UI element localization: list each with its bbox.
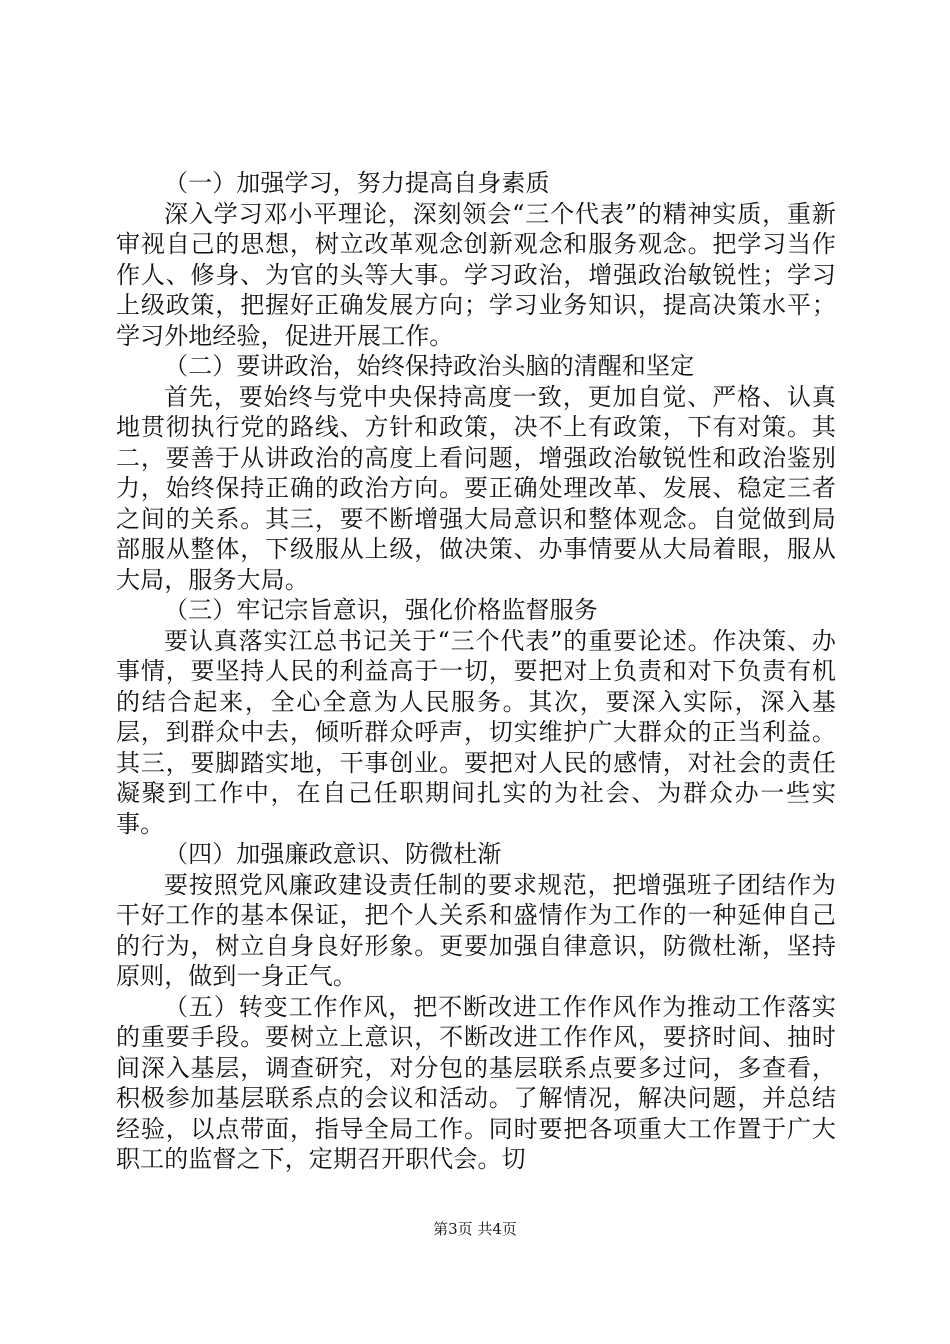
section-heading-2: （二）要讲政治，始终保持政治头脑的清醒和坚定: [164, 352, 695, 380]
page-number-footer: 第3页 共4页: [433, 1220, 517, 1238]
body-paragraph: （五）转变工作作风，把不断改进工作作风作为推动工作落实的重要手段。要树立上意识，不断改进工作作风，要挤时间、抽时间深入基层，调查研究，对分包的基层联系点要多过问，多查看，积极参加基层联系点的会议和活动。了解情况，解决问题，并总结经验，以点带面，指导全局工作。同时要把各项重大工作置于广大职工的监督之下，定期召开职代会。切: [116, 992, 836, 1173]
document-body: [116, 168, 836, 1175]
body-paragraph: 深入学习邓小平理论，深刻领会“三个代表”的精神实质，重新审视自己的思想，树立改革观念创新观念和服务观念。把学习当作作人、修身、为官的头等大事。学习政治，增强政治敏锐性；学习上级政策，把握好正确发展方向；学习业务知识，提高决策水平；学习外地经验，促进开展工作。: [116, 199, 836, 350]
body-paragraph: 要按照党风廉政建设责任制的要求规范，把增强班子团结作为干好工作的基本保证，把个人关系和盛情作为工作的一种延伸自己的行为，树立自身良好形象。更要加强自律意识，防微杜渐，坚持原则，做到一身正气。: [116, 870, 836, 990]
body-paragraph: 要认真落实江总书记关于“三个代表”的重要论述。作决策、办事情，要坚持人民的利益高于一切，要把对上负责和对下负责有机的结合起来，全心全意为人民服务。其次，要深入实际，深入基层，到群众中去，倾听群众呼声，切实维护广大群众的正当利益。其三，要脚踏实地，干事创业。要把对人民的感情，对社会的责任凝聚到工作中，在自己任职期间扎实的为社会、为群众办一些实事。: [116, 626, 836, 838]
section-heading-1: （一）加强学习，努力提高自身素质: [164, 169, 550, 197]
body-paragraph: 首先，要始终与党中央保持高度一致，更加自觉、严格、认真地贯彻执行党的路线、方针和政策，决不上有政策，下有对策。其二，要善于从讲政治的高度上看问题，增强政治敏锐性和政治鉴别力，始终保持正确的政治方向。要正确处理改革、发展、稳定三者之间的关系。其三，要不断增强大局意识和整体观念。自觉做到局部服从整体，下级服从上级，做决策、办事情要从大局着眼，服从大局，服务大局。: [116, 382, 836, 594]
section-heading-4: （四）加强廉政意识、防微杜渐: [164, 840, 502, 868]
section-heading-3: （三）牢记宗旨意识，强化价格监督服务: [164, 596, 598, 624]
